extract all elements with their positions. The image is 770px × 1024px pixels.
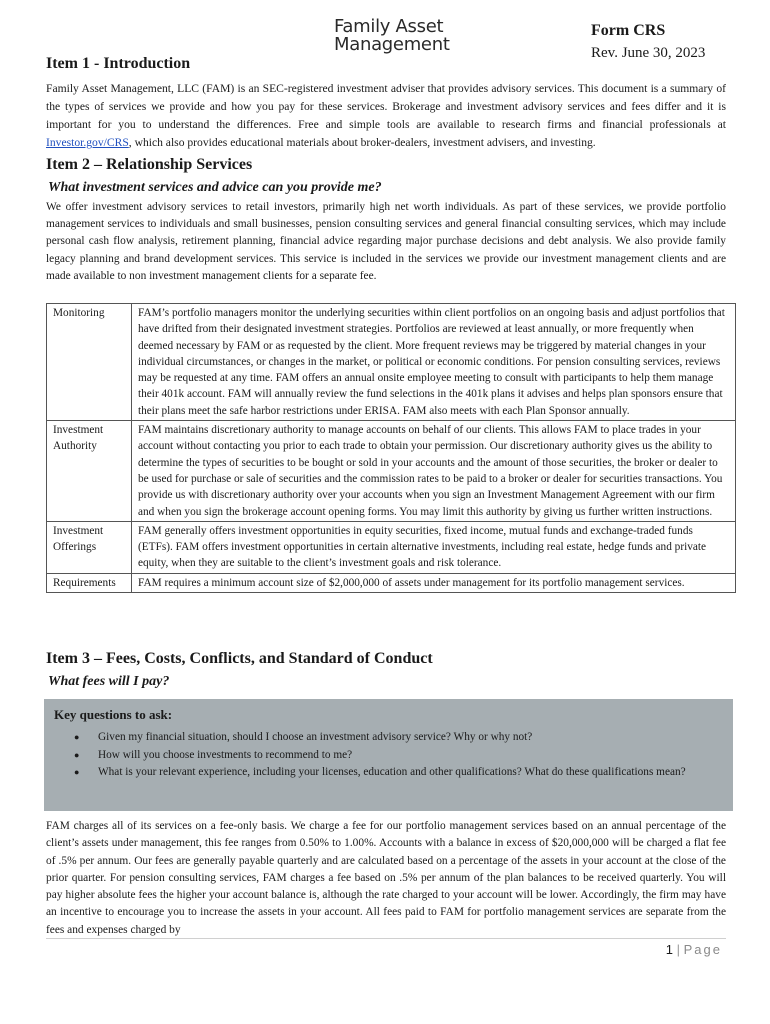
investor-gov-link[interactable]: Investor.gov/CRS — [46, 136, 129, 149]
revision-date: Rev. June 30, 2023 — [591, 45, 706, 61]
footer-separator: | — [676, 942, 680, 957]
list-item: ● What is your relevant experience, including your licenses, education and other qualifications? What do these qualifications mean? — [98, 764, 723, 782]
item2-heading: Item 2 – Relationship Services — [46, 156, 253, 173]
item1-paragraph — [46, 80, 726, 152]
item1-text-before-link: Family Asset Management, LLC (FAM) is an SEC-registered investment adviser that provides advisory services. This document is a summary of the types of services we provide and how you pay for these services. Brokerage and investment advisory services and fees differ and it is important for you to understand the differences. Free and simple tools are available to research firms and financial professionals at — [46, 82, 726, 131]
item1-text-after-link: , which also provides educational materials about broker-dealers, investment advisers, and investing. — [128, 136, 596, 149]
key-questions-title: Key questions to ask: — [54, 707, 173, 722]
form-title: Form CRS — [591, 22, 666, 39]
footer-divider — [46, 938, 726, 939]
page-footer — [666, 942, 722, 957]
table-row — [47, 521, 736, 573]
row-text: FAM requires a minimum account size of $2,000,000 of assets under management for its portfolio management services. — [132, 573, 736, 592]
row-label: Investment Offerings — [47, 521, 132, 573]
services-table — [46, 303, 736, 593]
item3-subheading: What fees will I pay? — [48, 674, 170, 689]
page-number: 1 — [665, 942, 673, 957]
list-item: ● Given my financial situation, should I choose an investment advisory service? Why or why not? — [98, 729, 723, 747]
row-text: FAM maintains discretionary authority to manage accounts on behalf of our clients. This allows FAM to place trades in your account without contacting you prior to each trade to obtain your permission. Our discretionary authority gives us the ability to determine the types of securities to be bought or sold in your accounts and the amount of those securities, the broker or dealer to be used for purchase or sale of securities and the commission rates to be paid to a broker or dealer for securities transactions. You provide us with discretionary authority over your accounts when you sign an Investment Management Agreement with our firm and when you sign the brokerage account opening forms. You may limit this authority by giving us further written instructions. — [132, 421, 736, 522]
item2-subheading: What investment services and advice can you provide me? — [48, 180, 382, 195]
company-logo — [334, 18, 454, 54]
item3-paragraph: FAM charges all of its services on a fee-only basis. We charge a fee for our portfolio management services based on an annual percentage of the client’s assets under management, this fee ranges from 0.50% to 1.00%. Accounts with a balance in excess of $20,000,000 will be charged a flat fee of .5% per annum. Our fees are generally payable quarterly and are calculated based on a percentage of the assets in your account at the close of the prior quarter. For pension consulting services, FAM charges a fee based on .5% per annum of the plan balances to be received quarterly. You will pay higher absolute fees the higher your account balance is, although the rate charged to your account will be lower. Accordingly, the firm may have an incentive to encourage you to increase the assets in your account. All fees paid to FAM for portfolio management services are separate from the fees and expenses charged by — [46, 820, 726, 936]
row-label: Monitoring — [47, 304, 132, 421]
row-text: FAM generally offers investment opportunities in equity securities, fixed income, mutual funds and exchange-traded funds (ETFs). FAM offers investment opportunities in certain alternative investments, including real estate, hedge funds and private equity, when they are suitable to the client’s investment goals and risk tolerance. — [132, 521, 736, 573]
logo-line-2: Management — [334, 34, 450, 55]
logo-line-1: Family Asset — [334, 16, 444, 37]
row-label: Requirements — [47, 573, 132, 592]
table-row — [47, 304, 736, 421]
list-item: ● How will you choose investments to recommend to me? — [98, 747, 723, 765]
table-row — [47, 421, 736, 522]
key-questions-list — [54, 729, 723, 782]
key-questions-box — [44, 699, 733, 811]
item1-heading: Item 1 - Introduction — [46, 55, 191, 72]
row-text: FAM’s portfolio managers monitor the underlying securities within client portfolios on an ongoing basis and adjust portfolios that have drifted from their designated investment strategies. Portfolios are reviewed at least annually, or more frequently when deemed necessary by FAM or as requested by the client. More frequent reviews may be triggered by material changes in your individual circumstances, or changes in the market, or political or economic conditions. For pension consulting services, reviews may be requested at any time. FAM offers an annual onsite employee meeting to consult with participants to help them manage their 401k account. FAM will annually review the fund selections in the 401k plans it advises and helps plan sponsors ensure that their plans meet the safe harbor restrictions under ERISA. FAM also meets with each Plan Sponsor annually. — [132, 304, 736, 421]
table-row — [47, 573, 736, 592]
item2-paragraph: We offer investment advisory services to retail investors, primarily high net worth individuals. As part of these services, we provide portfolio management services to individuals and small businesses, pension consulting services and general financial consulting services, which may include personal cash flow analysis, retirement planning, financial advice regarding major purchase decisions and debt analysis. We also provide family legacy planning and brand development services. This service is included in the services we provide our investment management clients and are made available to non investment management clients for a separate fee. — [46, 201, 726, 282]
item3-heading: Item 3 – Fees, Costs, Conflicts, and Standard of Conduct — [46, 650, 433, 667]
row-label: Investment Authority — [47, 421, 132, 522]
page-word: Page — [683, 942, 722, 957]
